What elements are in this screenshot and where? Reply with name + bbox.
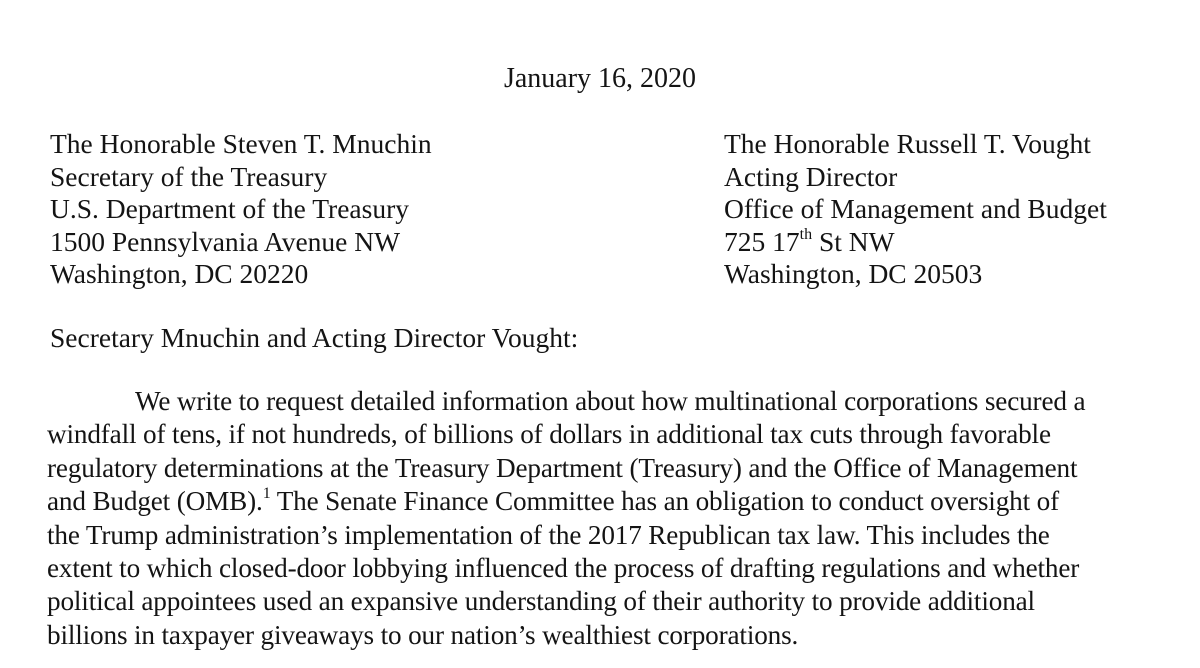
body-line-6: extent to which closed-door lobbying influenced the process of drafting regulations and whether: [47, 552, 1080, 583]
recipient-address-right: [724, 128, 1107, 291]
body-line-8: billions in taxpayer giveaways to our nation’s wealthiest corporations.: [47, 619, 799, 650]
recipient-right-name: The Honorable Russell T. Vought: [724, 128, 1091, 159]
recipient-right-title: Acting Director: [724, 160, 898, 192]
ordinal-suffix: th: [799, 225, 813, 243]
recipient-address-left: [50, 128, 432, 291]
recipient-left-street: 1500 Pennsylvania Avenue NW: [50, 225, 401, 257]
recipient-right-city: Washington, DC 20503: [724, 258, 983, 290]
recipient-left-city: Washington, DC 20220: [50, 258, 309, 290]
letter-date: January 16, 2020: [503, 63, 697, 94]
recipient-left-department: U.S. Department of the Treasury: [50, 193, 409, 225]
street-name: St NW: [812, 225, 895, 257]
body-line-4: [47, 485, 1167, 518]
recipient-left-title: Secretary of the Treasury: [50, 160, 328, 192]
recipient-right-street: [724, 226, 1107, 259]
body-line-1: We write to request detailed information about how multinational corporations secured a: [135, 386, 1086, 416]
body-line-4-start: and Budget (OMB).: [47, 486, 263, 517]
salutation: Secretary Mnuchin and Acting Director Vought:: [50, 322, 579, 353]
street-number: 725 17: [724, 225, 800, 257]
body-line-3: regulatory determinations at the Treasury Department (Treasury) and the Office of Management: [47, 452, 1078, 483]
footnote-marker: 1: [262, 485, 271, 503]
body-line-4-end: The Senate Finance Committee has an obligation to conduct oversight of: [270, 486, 1059, 517]
body-line-7: political appointees used an expansive understanding of their authority to provide additional: [47, 586, 1035, 617]
body-line-2: windfall of tens, if not hundreds, of billions of dollars in additional tax cuts through favorable: [47, 419, 1051, 450]
body-paragraph: [47, 385, 1167, 652]
recipient-left-name: The Honorable Steven T. Mnuchin: [50, 128, 432, 159]
recipient-right-office: Office of Management and Budget: [724, 193, 1107, 225]
body-line-5: the Trump administration’s implementation of the 2017 Republican tax law. This includes the: [47, 519, 1050, 550]
